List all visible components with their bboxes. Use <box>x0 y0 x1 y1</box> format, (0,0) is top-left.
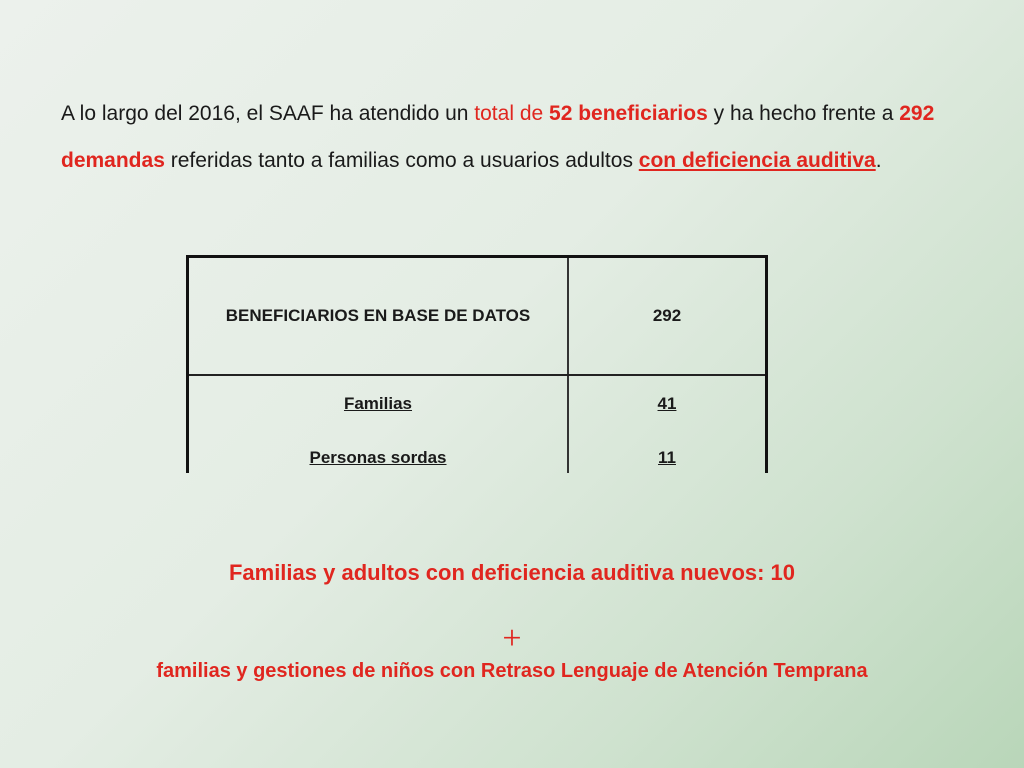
table-header-value: 292 <box>652 306 682 325</box>
plus-sign: + <box>502 620 522 657</box>
table-column-divider <box>567 258 569 473</box>
beneficiaries-table <box>186 255 768 473</box>
intro-deficiency: con deficiencia auditiva <box>638 149 876 172</box>
intro-demands: 292 demandas <box>61 102 935 172</box>
table-row-value: 11 <box>658 448 676 467</box>
intro-beneficiaries: 52 beneficiarios <box>549 102 708 125</box>
summary-new-users: Familias y adultos con deficiencia auditiva nuevos: 10 <box>228 560 796 585</box>
table-right-border <box>765 258 768 473</box>
intro-text-2: y ha hecho frente a <box>707 102 900 125</box>
table-header-label: BENEFICIARIOS EN BASE DE DATOS <box>225 306 531 325</box>
table-row-label: Familias <box>343 394 413 413</box>
table-left-border <box>186 258 189 473</box>
intro-text-4: . <box>875 149 882 172</box>
intro-total-label: total de <box>474 102 550 125</box>
intro-text-1: A lo largo del 2016, el SAAF ha atendido un <box>61 102 475 125</box>
summary-early-care: familias y gestiones de niños con Retraso Lenguaje de Atención Temprana <box>156 660 868 682</box>
table-row-divider <box>189 374 765 376</box>
intro-paragraph <box>61 90 941 184</box>
table-row-value: 41 <box>657 394 677 413</box>
intro-text-3: referidas tanto a familias como a usuarios adultos <box>164 149 639 172</box>
table-row-label: Personas sordas <box>309 448 447 467</box>
